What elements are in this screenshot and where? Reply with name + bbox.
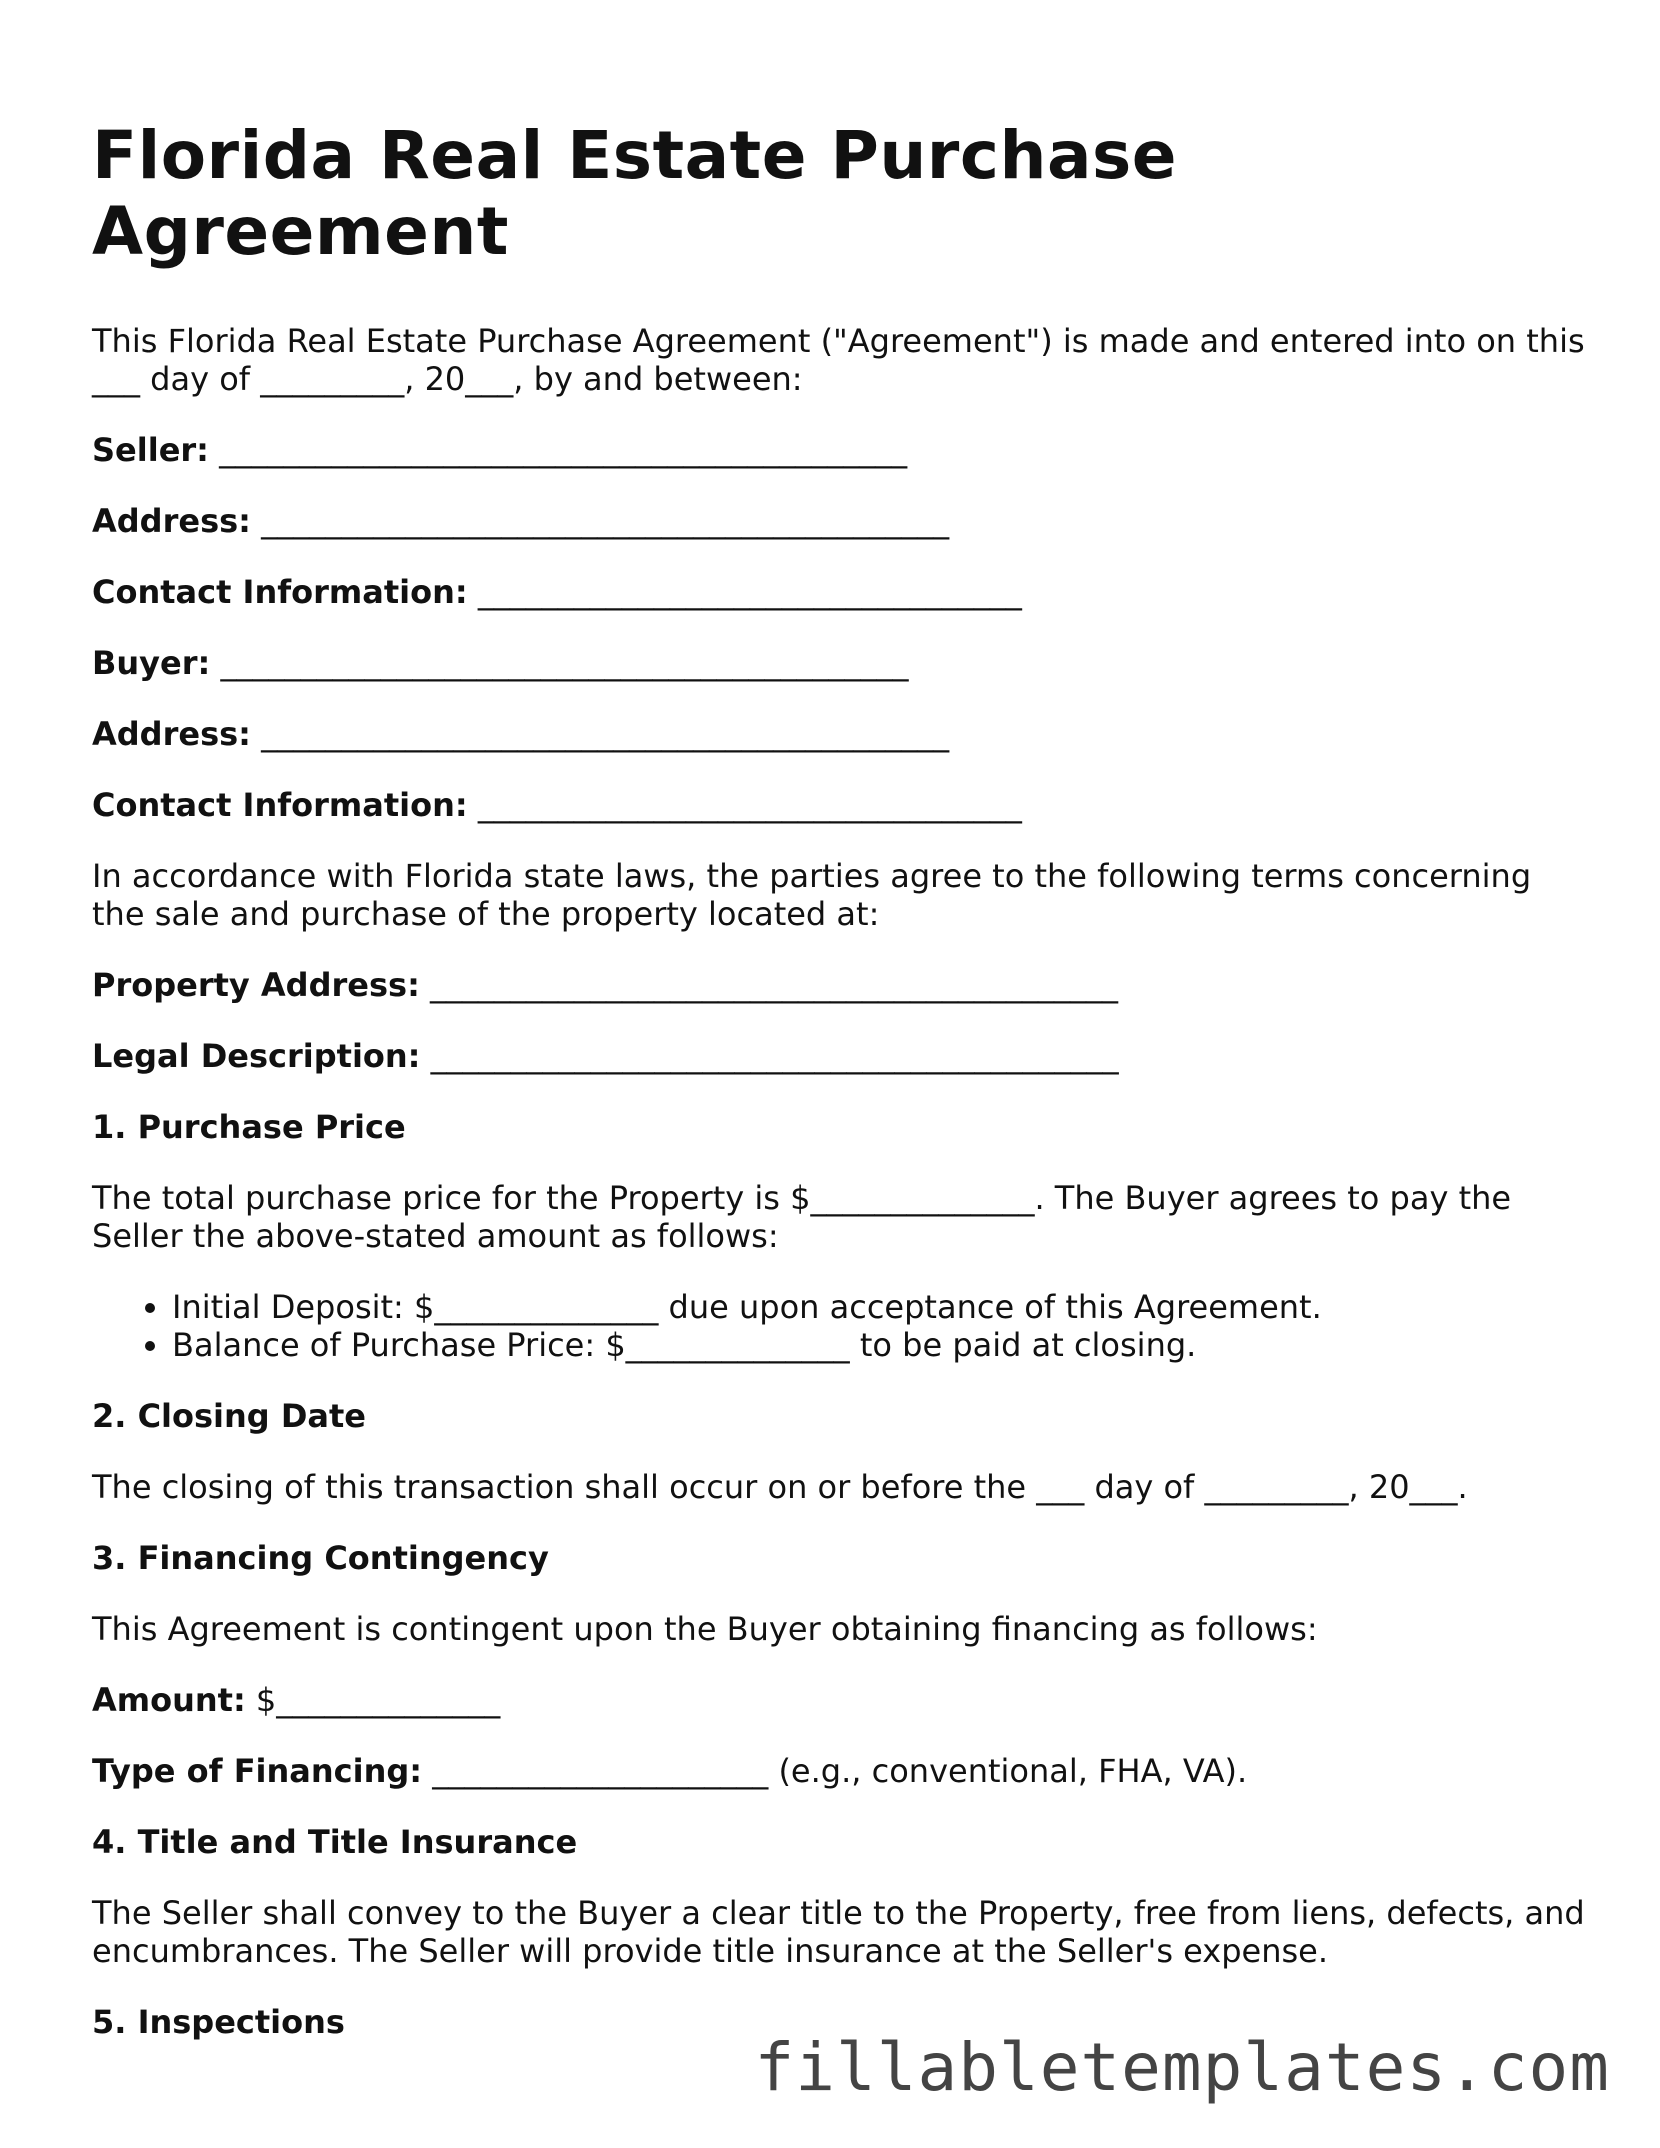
property-address-label: Property Address: bbox=[92, 966, 420, 1004]
buyer-label: Buyer: bbox=[92, 644, 211, 682]
buyer-contact-label: Contact Information: bbox=[92, 786, 468, 824]
seller-address-blank[interactable]: ___________________________________________ bbox=[261, 502, 950, 540]
amount-field bbox=[92, 1681, 1592, 1719]
property-address-blank[interactable]: ___________________________________________ bbox=[430, 966, 1119, 1004]
financing-text: This Agreement is contingent upon the Buyer obtaining financing as follows: bbox=[92, 1610, 1318, 1648]
financing-type-field bbox=[92, 1752, 1592, 1790]
buyer-address-blank[interactable]: ___________________________________________ bbox=[261, 715, 950, 753]
financing-type-label: Type of Financing: bbox=[92, 1752, 423, 1790]
amount-label: Amount: bbox=[92, 1681, 246, 1719]
purchase-price-heading: 1. Purchase Price bbox=[92, 1108, 406, 1146]
document-title: Florida Real Estate Purchase Agreement bbox=[92, 117, 1178, 270]
seller-field bbox=[92, 431, 1592, 469]
inspections-heading: 5. Inspections bbox=[92, 2003, 345, 2041]
intro-paragraph: This Florida Real Estate Purchase Agreement ("Agreement") is made and entered into on this ___ day of _________, 20___, by and between: bbox=[92, 322, 1585, 398]
financing-heading: 3. Financing Contingency bbox=[92, 1539, 549, 1577]
seller-label: Seller: bbox=[92, 431, 209, 469]
payment-list bbox=[92, 1288, 1592, 1364]
buyer-contact-blank[interactable]: __________________________________ bbox=[477, 786, 1022, 824]
seller-address-label: Address: bbox=[92, 502, 251, 540]
legal-description-label: Legal Description: bbox=[92, 1037, 421, 1075]
buyer-address-field bbox=[92, 715, 1592, 753]
legal-description-blank[interactable]: ___________________________________________ bbox=[430, 1037, 1119, 1075]
closing-date-heading: 2. Closing Date bbox=[92, 1397, 366, 1435]
seller-contact-field bbox=[92, 573, 1592, 611]
watermark: fillabletemplates.com bbox=[754, 2029, 1610, 2106]
purchase-price-text: The total purchase price for the Property is $______________. The Buyer agrees to pay the Seller the above-stated amount as follows: bbox=[92, 1179, 1512, 1255]
document-page bbox=[92, 118, 1592, 2074]
buyer-field bbox=[92, 644, 1592, 682]
list-item: • Initial Deposit: $______________ due upon acceptance of this Agreement. bbox=[172, 1288, 1592, 1326]
seller-blank[interactable]: ___________________________________________ bbox=[219, 431, 908, 469]
title-insurance-text: The Seller shall convey to the Buyer a clear title to the Property, free from liens, defects, and encumbrances. The Seller will provide title insurance at the Seller's expense. bbox=[92, 1894, 1585, 1970]
buyer-blank[interactable]: ___________________________________________ bbox=[220, 644, 909, 682]
accordance-paragraph: In accordance with Florida state laws, the parties agree to the following terms concerning the sale and purchase of the property located at: bbox=[92, 857, 1532, 933]
buyer-address-label: Address: bbox=[92, 715, 251, 753]
title-insurance-heading: 4. Title and Title Insurance bbox=[92, 1823, 578, 1861]
property-address-field bbox=[92, 966, 1592, 1004]
seller-contact-blank[interactable]: __________________________________ bbox=[477, 573, 1022, 611]
seller-address-field bbox=[92, 502, 1592, 540]
amount-blank[interactable]: $______________ bbox=[255, 1681, 501, 1719]
legal-description-field bbox=[92, 1037, 1592, 1075]
buyer-contact-field bbox=[92, 786, 1592, 824]
closing-date-text: The closing of this transaction shall occur on or before the ___ day of _________, 20___. bbox=[92, 1468, 1468, 1506]
financing-type-blank[interactable]: _____________________ (e.g., conventional, FHA, VA). bbox=[432, 1752, 1248, 1790]
list-item: • Balance of Purchase Price: $______________ to be paid at closing. bbox=[172, 1326, 1592, 1364]
seller-contact-label: Contact Information: bbox=[92, 573, 468, 611]
